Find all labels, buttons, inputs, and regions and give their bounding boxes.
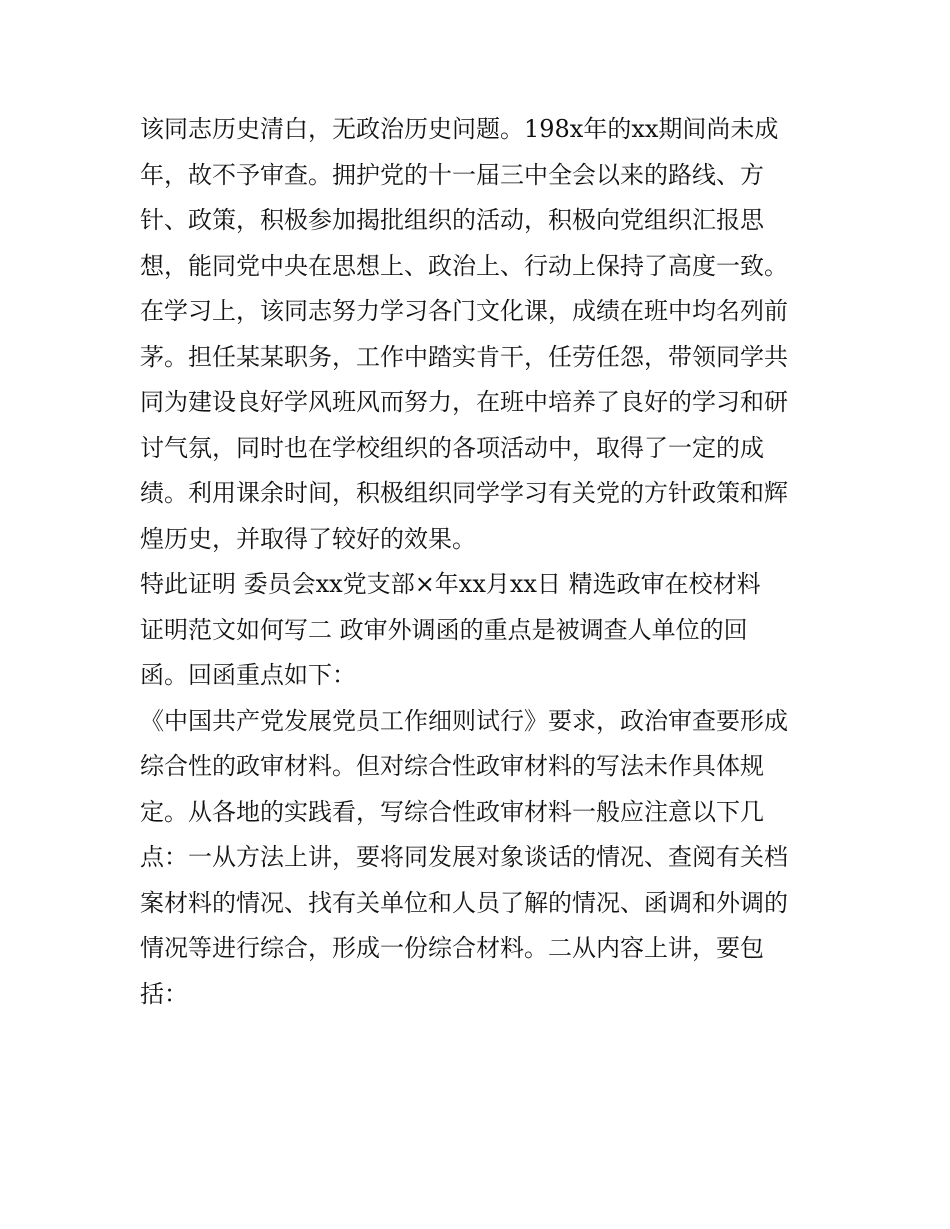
paragraph-guidelines xyxy=(140,699,820,1018)
text-line: 括： xyxy=(140,979,188,1008)
text-line: 煌历史，并取得了较好的效果。 xyxy=(140,524,476,553)
paragraph-certification xyxy=(140,562,820,699)
text-line: 定。从各地的实践看，写综合性政审材料一般应注意以下几 xyxy=(140,797,764,826)
text-line: 特此证明 委员会xx党支部×年xx月xx日 精选政审在校材料 xyxy=(140,570,761,598)
text-line: 证明范文如何写二 政审外调函的重点是被调查人单位的回 xyxy=(140,615,748,644)
text-line: 案材料的情况、找有关单位和人员了解的情况、函调和外调的 xyxy=(140,888,788,917)
text-line: 针、政策，积极参加揭批组织的活动，积极向党组织汇报思 xyxy=(140,206,764,234)
text-line: 情况等进行综合，形成一份综合材料。二从内容上讲，要包 xyxy=(140,934,764,962)
text-line: 想，能同党中央在思想上、政治上、行动上保持了高度一致。 xyxy=(140,251,788,280)
text-line: 函。回函重点如下： xyxy=(140,661,356,689)
text-line: 在学习上，该同志努力学习各门文化课，成绩在班中均名列前 xyxy=(140,297,788,325)
paragraph-political-review xyxy=(140,107,820,562)
text-line: 该同志历史清白，无政治历史问题。198x年的xx期间尚未成 xyxy=(140,115,779,143)
text-line: 讨气氛，同时也在学校组织的各项活动中，取得了一定的成 xyxy=(140,433,764,462)
text-line: 同为建设良好学风班风而努力，在班中培养了良好的学习和研 xyxy=(140,388,788,416)
text-line: 点：一从方法上讲，要将同发展对象谈话的情况、查阅有关档 xyxy=(140,843,788,871)
text-line: 《中国共产党发展党员工作细则试行》要求，政治审查要形成 xyxy=(140,706,788,735)
text-line: 茅。担任某某职务，工作中踏实肯干，任劳任怨，带领同学共 xyxy=(140,342,788,371)
text-line: 绩。利用课余时间，积极组织同学学习有关党的方针政策和辉 xyxy=(140,479,788,507)
text-line: 综合性的政审材料。但对综合性政审材料的写法未作具体规 xyxy=(140,752,764,780)
text-line: 年，故不予审查。拥护党的十一届三中全会以来的路线、方 xyxy=(140,160,764,189)
document-page xyxy=(140,107,820,1017)
